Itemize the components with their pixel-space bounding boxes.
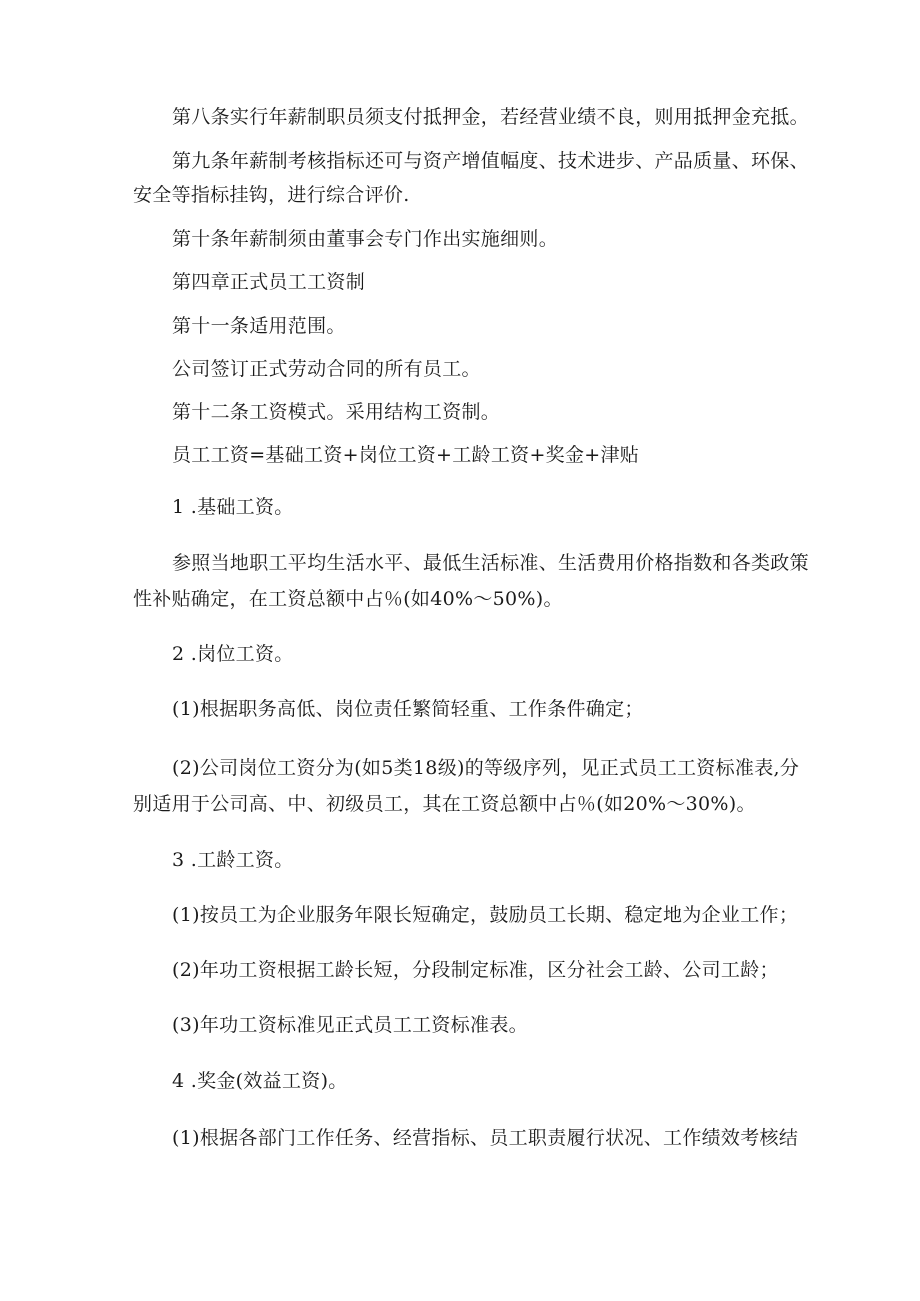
section-2-heading: 2 .岗位工资。 xyxy=(172,643,294,665)
article-9-line-2: 安全等指标挂钩，进行综合评价. xyxy=(133,184,410,206)
article-9-line-1: 第九条年薪制考核指标还可与资产增值幅度、技术进步、产品质量、环保、 xyxy=(172,150,809,172)
scope-line: 公司签订正式劳动合同的所有员工。 xyxy=(172,358,481,380)
position-salary-item-1: (1)根据职务高低、岗位责任繁简轻重、工作条件确定； xyxy=(172,698,644,720)
bonus-item-1: (1)根据各部门工作任务、经营指标、员工职责履行状况、工作绩效考核结 xyxy=(172,1127,799,1149)
base-salary-line-1: 参照当地职工平均生活水平、最低生活标准、生活费用价格指数和各类政策 xyxy=(172,552,809,574)
seniority-item-1: (1)按员工为企业服务年限长短确定，鼓励员工长期、稳定地为企业工作； xyxy=(172,904,799,926)
salary-formula-line: 员工工资=基础工资+岗位工资+工龄工资+奖金+津贴 xyxy=(172,444,640,466)
position-salary-item-2-line-1: (2)公司岗位工资分为(如5类18级)的等级序列，见正式员工工资标准表,分 xyxy=(172,757,800,779)
chapter-4-heading: 第四章正式员工工资制 xyxy=(172,271,366,293)
seniority-item-2: (2)年功工资根据工龄长短，分段制定标准，区分社会工龄、公司工龄； xyxy=(172,959,779,981)
article-11-line: 第十一条适用范围。 xyxy=(172,315,346,337)
position-salary-item-2-line-2: 别适用于公司高、中、初级员工，其在工资总额中占％(如20%～30%)。 xyxy=(133,793,756,815)
base-salary-line-2: 性补贴确定，在工资总额中占％(如40%～50%)。 xyxy=(133,588,563,610)
article-12-line: 第十二条工资模式。采用结构工资制。 xyxy=(172,401,501,423)
section-3-heading: 3 .工龄工资。 xyxy=(172,849,294,871)
article-8-line: 第八条实行年薪制职员须支付抵押金，若经营业绩不良，则用抵押金充抵。 xyxy=(172,106,809,128)
article-10-line: 第十条年薪制须由董事会专门作出实施细则。 xyxy=(172,228,559,250)
seniority-item-3: (3)年功工资标准见正式员工工资标准表。 xyxy=(172,1014,528,1036)
section-4-heading: 4 .奖金(效益工资)。 xyxy=(172,1070,348,1092)
section-1-heading: 1 .基础工资。 xyxy=(172,496,294,518)
